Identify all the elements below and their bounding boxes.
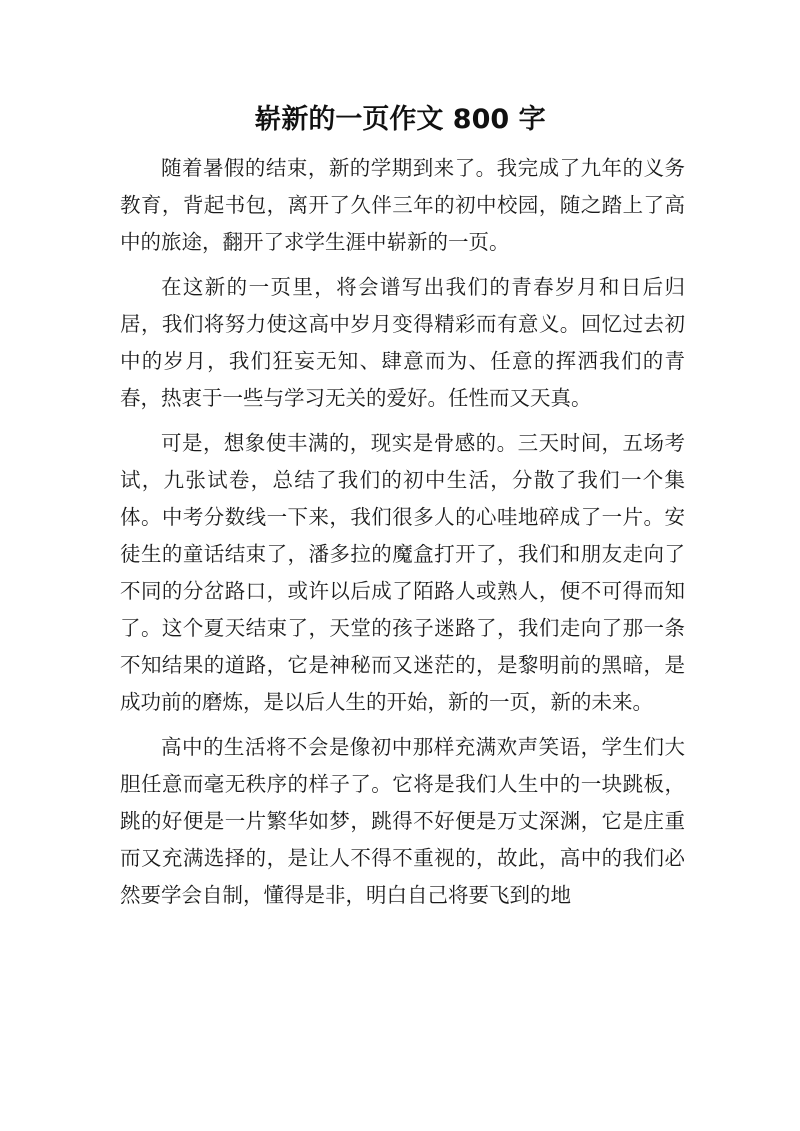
paragraph-2: 在这新的一页里，将会谱写出我们的青春岁月和日后归居，我们将努力使这高中岁月变得精彩而有意义。回忆过去初中的岁月，我们狂妄无知、肆意而为、任意的挥洒我们的青春，热衷于一些与学习无关的爱好。任性而又天真。 xyxy=(120,275,685,410)
paragraph-3: 可是，想象使丰满的，现实是骨感的。三天时间，五场考试，九张试卷，总结了我们的初中生活，分散了我们一个集体。中考分数线一下来，我们很多人的心哇地碎成了一片。安徒生的童话结束了，潘多拉的魔盒打开了，我们和朋友走向了不同的分岔路口，或许以后成了陌路人或熟人，便不可得而知了。这个夏天结束了，天堂的孩子迷路了，我们走向了那一条不知结果的道路，它是神秘而又迷茫的，是黎明前的黑暗，是成功前的磨炼，是以后人生的开始，新的一页，新的未来。 xyxy=(120,431,685,714)
document-title: 崭新的一页作文 800 字 xyxy=(254,104,546,135)
paragraph-4: 高中的生活将不会是像初中那样充满欢声笑语，学生们大胆任意而毫无秩序的样子了。它将是我们人生中的一块跳板，跳的好便是一片繁华如梦，跳得不好便是万丈深渊，它是庄重而又充满选择的，是让人不得不重视的，故此，高中的我们必然要学会自制，懂得是非，明白自己将要飞到的地 xyxy=(120,735,685,907)
paragraph-1: 随着暑假的结束，新的学期到来了。我完成了九年的义务教育，背起书包，离开了久伴三年的初中校园，随之踏上了高中的旅途，翻开了求学生涯中崭新的一页。 xyxy=(120,156,685,254)
document-body xyxy=(120,150,685,922)
